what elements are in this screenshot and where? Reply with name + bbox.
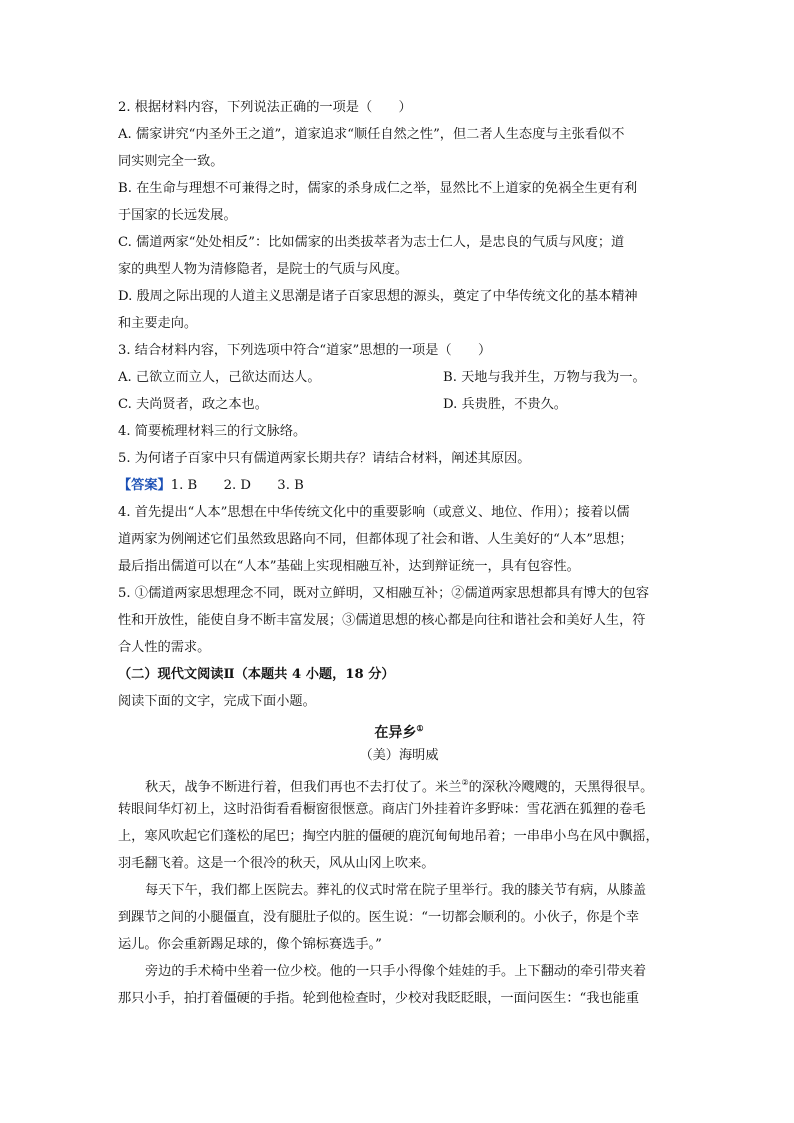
story-paragraph-1-line-1	[118, 769, 680, 796]
question-2-stem: 2. 根据材料内容，下列说法正确的一项是（ ）	[118, 100, 412, 115]
question-5: 5. 为何诸子百家中只有儒道两家长期共存？请结合材料，阐述其原因。	[118, 451, 531, 466]
answer-5-line-3: 合人性的需求。	[118, 640, 211, 655]
question-3-options-row-1	[118, 364, 680, 391]
story-paragraph-2-line-2: 到踝节之间的小腿僵直，没有腿肚子似的。医生说：“一切都会顺利的。小伙子，你是个幸	[118, 910, 640, 925]
question-2-option-b-cont: 于国家的长远发展。	[118, 208, 237, 223]
section-instruction: 阅读下面的文字，完成下面小题。	[118, 694, 316, 709]
story-paragraph-3-line-2: 那只小手，拍打着僵硬的手指。轮到他检查时，少校对我眨眨眼，一面问医生：“我也能重	[118, 991, 640, 1006]
question-3-options-row-2	[118, 391, 680, 418]
story-paragraph-2-line-3: 运儿。你会重新踢足球的，像个锦标赛选手。”	[118, 937, 382, 952]
answer-choices: 1. B 2. D 3. B	[170, 478, 304, 493]
answer-4-line-3: 最后指出儒道可以在“人本”基础上实现相融互补，达到辩证统一，具有包容性。	[118, 559, 580, 574]
story-paragraph-1-line-2: 转眼间华灯初上，这时沿街看看橱窗很惬意。商店门外挂着许多野味：雪花洒在狐狸的卷毛	[118, 802, 646, 817]
answer-5-line-1: 5. ①儒道两家思想理念不同，既对立鲜明，又相融互补；②儒道两家思想都具有博大的包容	[118, 586, 650, 601]
story-paragraph-2-line-1: 每天下午，我们都上医院去。葬礼的仪式时常在院子里举行。我的膝关节有病，从膝盖	[145, 883, 647, 898]
question-3-stem: 3. 结合材料内容，下列选项中符合“道家”思想的一项是（ ）	[118, 343, 492, 358]
answer-4-line-2: 道两家为例阐述它们虽然致思路向不同，但都体现了社会和谐、人生美好的“人本”思想；	[118, 532, 633, 547]
story-p1-text-a: 秋天，战争不断进行着，但我们再也不去打仗了。米兰	[145, 780, 462, 795]
story-title-footnote-marker: ①	[416, 723, 424, 733]
story-paragraph-1-line-3: 上，寒风吹起它们蓬松的尾巴；掏空内脏的僵硬的鹿沉甸甸地吊着；一串串小鸟在风中飘摇，	[118, 829, 659, 844]
story-p1-text-b: 的深秋冷飕飕的，天黑得很早。	[468, 780, 654, 795]
story-paragraph-3-line-1: 旁边的手术椅中坐着一位少校。他的一只手小得像个娃娃的手。上下翻动的牵引带夹着	[145, 964, 647, 979]
document-content	[118, 94, 680, 1012]
answer-5-line-2: 性和开放性，能使自身不断丰富发展；③儒道思想的核心都是向往和谐社会和美好人生，符	[118, 613, 646, 628]
story-title	[118, 715, 680, 742]
section-heading: （二）现代文阅读Ⅱ（本题共 4 小题，18 分）	[118, 667, 395, 682]
question-2-option-d-cont: 和主要走向。	[118, 316, 198, 331]
question-3-option-c: C. 夫尚贤者，政之本也。	[118, 397, 268, 412]
answer-4-line-1: 4. 首先提出“人本”思想在中华传统文化中的重要影响（或意义、地位、作用）；接着以儒	[118, 505, 630, 520]
question-2-option-a-cont: 同实则完全一致。	[118, 154, 224, 169]
question-4: 4. 简要梳理材料三的行文脉络。	[118, 424, 307, 439]
question-2-option-c: C. 儒道两家“处处相反”：比如儒家的出类拔萃者为志士仁人，是忠良的气质与风度；道	[118, 235, 625, 250]
question-2-option-a: A. 儒家讲究“内圣外王之道”，道家追求“顺任自然之性”，但二者人生态度与主张看似不	[118, 127, 625, 142]
answer-line	[118, 472, 680, 499]
question-2-option-c-cont: 家的典型人物为清修隐者，是院士的气质与风度。	[118, 262, 409, 277]
question-3-option-d: D. 兵贵胜，不贵久。	[443, 397, 567, 412]
question-3-option-b: B. 天地与我并生，万物与我为一。	[443, 370, 646, 385]
story-paragraph-1-line-4: 羽毛翻飞着。这是一个很冷的秋天，风从山冈上吹来。	[118, 856, 435, 871]
story-title-text: 在异乡	[374, 725, 417, 741]
question-3-option-a: A. 己欲立而立人，己欲达而达人。	[118, 370, 321, 385]
question-2-option-b: B. 在生命与理想不可兼得之时，儒家的杀身成仁之举，显然比不上道家的免祸全生更有利	[118, 181, 638, 196]
story-author: （美）海明威	[359, 748, 439, 763]
question-2-option-d: D. 殷周之际出现的人道主义思潮是诸子百家思想的源头，奠定了中华传统文化的基本精神	[118, 289, 638, 304]
story-p1-footnote-marker: ②	[461, 778, 469, 787]
answer-tag: 【答案】	[118, 478, 171, 493]
